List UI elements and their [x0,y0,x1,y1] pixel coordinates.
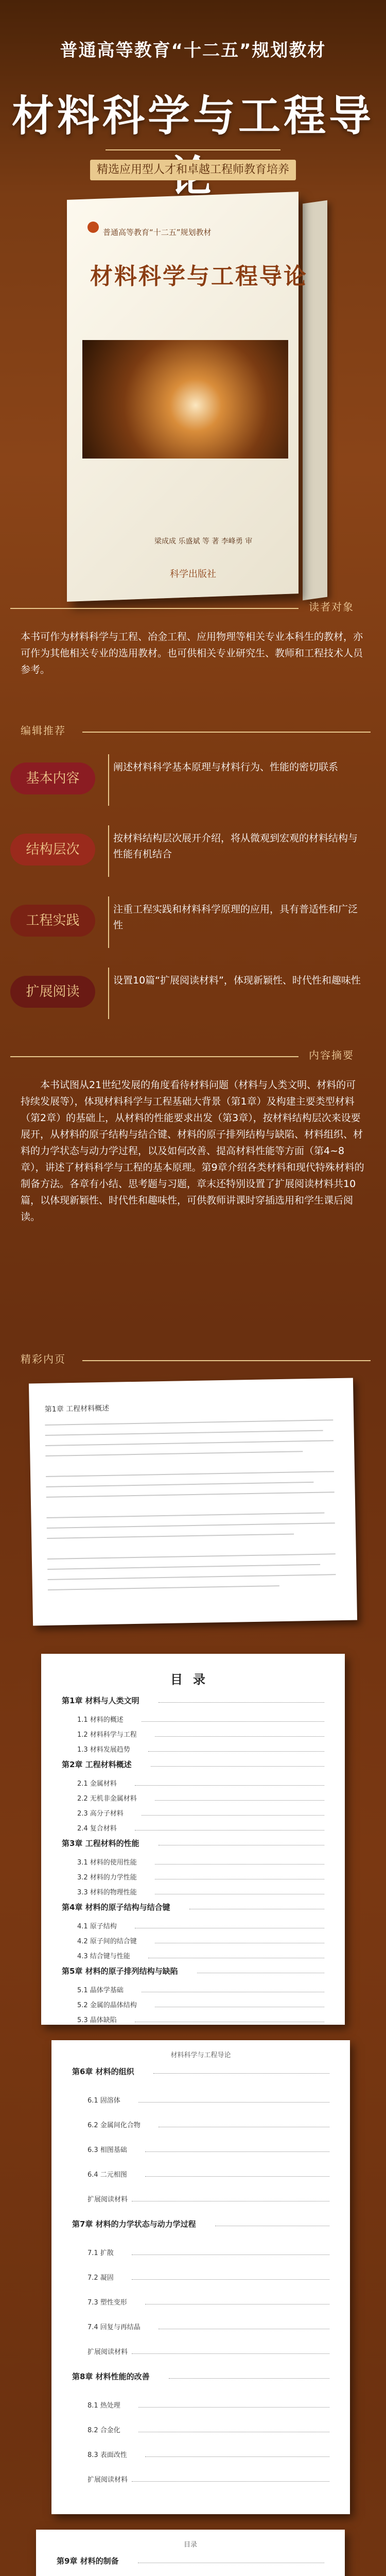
recommend-item-text: 注重工程实践和材料科学原理的应用，具有普适性和广泛性 [113,904,358,931]
toc-leader [155,1864,324,1865]
toc-leader [138,2102,329,2103]
toc-leader [155,1736,324,1737]
toc-item: 6.1 固溶体 [87,2097,120,2105]
toc-item: 4.2 原子间的结合键 [77,1938,137,1945]
toc-leader [135,1785,324,1786]
preview-page-title: 第1章 工程材料概述 [44,1404,110,1414]
preview-rule [82,1360,371,1361]
recommend-separator [108,968,109,1019]
recommend-item-label: 结构层次 [10,834,95,866]
book-title: 材料科学与工程导论 [90,263,308,290]
toc-item: 2.2 无机非金属材料 [77,1795,137,1803]
toc-leader [153,2073,329,2074]
toc-chapter: 第3章 工程材料的性能 [62,1839,139,1848]
toc-item: 4.3 结合键与性能 [77,1953,130,1960]
preview-text-line [45,1430,323,1436]
toc-chapter: 第9章 材料的制备 [57,2556,119,2566]
book-authors: 梁成成 乐盛斌 等 著 李峰勇 审 [154,537,253,546]
toc-item: 2.3 高分子材料 [77,1810,124,1818]
toc-leader [135,1830,324,1831]
toc-leader [142,1721,324,1722]
toc-item: 8.2 合金化 [87,2427,120,2434]
preview-text-line [45,1451,303,1456]
toc-leader [145,2151,329,2152]
recommend-item [10,960,376,1026]
toc-item: 6.4 二元相图 [87,2171,127,2179]
toc-item: 5.1 晶体学基础 [77,1987,124,1994]
recommend-separator [108,825,109,877]
recommend-item [10,889,376,955]
readers-rule [10,608,299,609]
toc-item: 6.3 相图基础 [87,2146,127,2154]
toc-leader [148,1751,324,1752]
toc-item: 5.3 晶体缺陷 [77,2016,117,2024]
readers-heading: 读者对象 [309,601,354,613]
recommend-item-text: 按材料结构层次展开介绍，将从微观到宏观的材料结构与性能有机结合 [113,833,358,860]
summary-heading: 内容摘要 [309,1049,354,1061]
toc-item: 3.3 材料的物理性能 [77,1889,137,1896]
toc-item: 6.2 金属间化合物 [87,2122,141,2129]
toc-chapter: 第6章 材料的组织 [72,2067,134,2076]
recommend-item [10,818,376,884]
toc-item: 3.2 材料的力学性能 [77,1874,137,1882]
toc-item: 7.2 凝固 [87,2274,114,2282]
toc-leader [169,2378,329,2379]
preview-text-line [48,1585,279,1590]
preview-text-line [46,1482,313,1487]
recommend-item-text: 阐述材料科学基本原理与材料行为、性能的密切联系 [113,761,339,773]
recommend-item [10,747,376,813]
preview-text-line [48,1574,336,1580]
recommend-item-label: 基本内容 [10,762,95,794]
recommend-item-text: 设置10篇“扩展阅读材料”，体现新颖性、时代性和趣味性 [113,975,361,986]
book-publisher: 科学出版社 [170,569,216,580]
readers-text: 本书可作为材料科学与工程、冶金工程、应用物理等相关专业本科生的教材，亦可作为其他相关专业的选用教材。也可供相关专业研究生、教师和工程技术人员参考。 [21,631,363,675]
toc-leader [138,2407,329,2408]
toc-item: 扩展阅读材料 [87,2476,128,2484]
toc-item: 4.1 原子结构 [77,1923,117,1930]
recommend-banner: 精选应用型人才和卓越工程师教育培养 [90,160,296,180]
series-subtitle: 普通高等教育“十二五”规划教材 [60,40,326,61]
recommend-rule [82,732,371,733]
toc-leader [145,2176,329,2177]
toc-item: 8.1 热处理 [87,2402,120,2410]
toc-page-2 [51,2040,350,2514]
title-divider [106,149,280,150]
toc-running-header: 材料科学与工程导论 [170,2052,231,2059]
toc-chapter: 第1章 材料与人类文明 [62,1696,139,1705]
cover-image [82,340,288,459]
toc-item: 2.4 复合材料 [77,1825,117,1833]
toc-item: 扩展阅读材料 [87,2196,128,2204]
toc-item: 1.1 材料的概述 [77,1716,124,1724]
summary-rule [10,1056,299,1057]
recommend-item-label: 工程实践 [10,905,95,937]
toc-chapter: 第4章 材料的原子结构与结合键 [62,1903,170,1912]
toc-item: 7.4 回复与再结晶 [87,2324,141,2331]
toc-leader [159,1702,324,1703]
toc-item: 7.3 塑性变形 [87,2299,127,2307]
toc-item: 8.3 表面改性 [87,2451,127,2459]
recommend-separator [108,754,109,806]
toc-chapter: 第5章 材料的原子排列结构与缺陷 [62,1967,178,1976]
toc-page-3 [36,2530,345,2576]
preview-text-line [47,1564,320,1570]
toc-item: 1.3 材料发展趋势 [77,1746,130,1754]
toc-heading: 目录 [170,1672,216,1687]
recommend-item-label: 扩展阅读 [10,976,95,1008]
preview-text-line [47,1522,335,1529]
toc-leader [132,2481,329,2482]
toc-chapter: 第2章 工程材料概述 [62,1760,132,1769]
toc-leader [151,1766,324,1767]
book-series: 普通高等教育“十二五”规划教材 [103,228,212,237]
toc-leader [142,1815,324,1816]
preview-text-line [47,1553,336,1560]
toc-page-1 [41,1654,345,2025]
toc-item: 7.1 扩散 [87,2249,114,2257]
toc-item: 1.2 材料科学与工程 [77,1731,137,1739]
page-title: 材料科学与工程导 [11,92,374,141]
toc-leader [155,1800,324,1801]
toc-leader [132,2353,329,2354]
preview-text-line [46,1471,334,1477]
toc-item: 5.2 金属的晶体结构 [77,2002,137,2009]
summary-text: 本书试图从21世纪发展的角度看待材料问题（材料与人类文明、材料的可持续发展等），体现材料科学与工程基础大背景（第1章）及构建主要类型材料（第2章）的基础上，从材料的性能要求出发（第3章），按材料结构层次来设要展开，从材料的原子结构与结合键、材料的原子排列结构与缺陷、材料组织、材料的力学状态与动力学过程，以及如何改善、提高材料性能等方面（第4~8章），讲述了材料科学与工程的基本原理。第9章介绍各类材料和现代特殊材料的制备方法。各章有小结、思考题与习题，章末还特别设置了扩展阅读材料共10篇，以体现新颖性、时代性和趣味性，可供教师讲课时穿插选用和学生课后阅读。 [21,1079,364,1223]
preview-text-line [45,1440,334,1446]
toc-leader [132,2279,329,2280]
toc-item: 3.1 材料的使用性能 [77,1859,137,1867]
preview-text-line [46,1492,335,1498]
preview-text-line [46,1513,324,1518]
recommend-separator [108,896,109,948]
series-logo-icon [87,222,99,233]
preview-heading: 精彩内页 [21,1353,66,1365]
preview-text-line [47,1534,294,1539]
recommend-heading: 编辑推荐 [21,724,66,737]
toc-running-header: 目录 [183,2541,197,2549]
toc-leader [145,2456,329,2457]
toc-item: 2.1 金属材料 [77,1780,117,1788]
toc-chapter: 第7章 材料的力学状态与动力学过程 [72,2219,196,2229]
toc-chapter: 第8章 材料性能的改善 [72,2372,150,2381]
preview-page [29,1378,357,1626]
toc-item: 扩展阅读材料 [87,2348,128,2356]
preview-text-line [45,1419,333,1426]
